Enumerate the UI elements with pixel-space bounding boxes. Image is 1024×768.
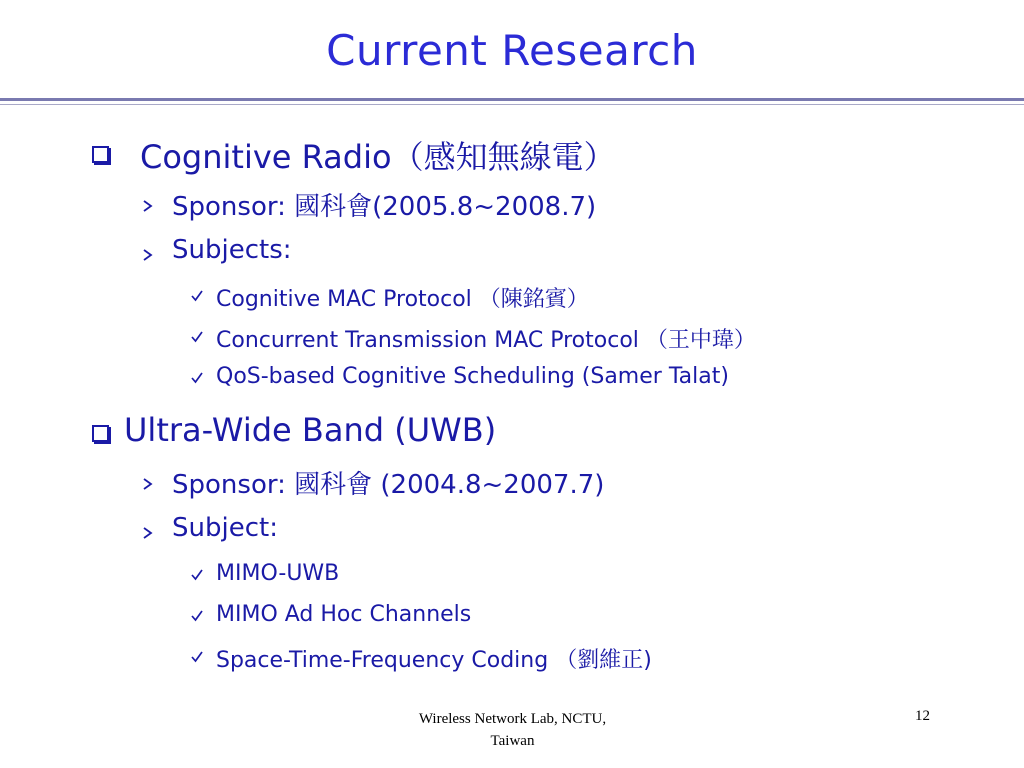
footer	[380, 708, 645, 752]
heading-cjk: （感知無線電）	[391, 138, 616, 176]
section-heading-cognitive-radio	[140, 132, 616, 178]
heading-text: Cognitive Radio	[140, 138, 392, 176]
arrow-bullet-icon	[142, 200, 154, 212]
section-heading-uwb: Ultra-Wide Band (UWB)	[124, 411, 497, 449]
subjects-label: Subjects:	[172, 235, 292, 265]
sponsor-label: Sponsor:	[172, 470, 286, 500]
square-bullet-icon	[92, 146, 109, 163]
item-close-paren: )	[643, 648, 652, 673]
footer-line2: Taiwan	[490, 733, 535, 749]
page-number: 12	[915, 708, 930, 724]
check-bullet-icon	[190, 609, 204, 623]
title-divider-thin	[0, 104, 1024, 105]
sponsor-label: Sponsor:	[172, 192, 286, 222]
check-bullet-icon	[190, 289, 204, 303]
check-bullet-icon	[190, 650, 204, 664]
sponsor-line	[172, 464, 604, 501]
check-bullet-icon	[190, 330, 204, 344]
list-item: MIMO-UWB	[216, 561, 340, 586]
footer-line1: Wireless Network Lab, NCTU,	[418, 711, 607, 727]
sponsor-line	[172, 186, 596, 223]
list-item	[216, 643, 652, 674]
sponsor-dates: (2004.8~2007.7)	[380, 470, 605, 500]
check-bullet-icon	[190, 568, 204, 582]
sponsor-dates: (2005.8~2008.7)	[372, 192, 597, 222]
subjects-label: Subject:	[172, 513, 278, 543]
check-bullet-icon	[190, 371, 204, 385]
square-bullet-icon	[92, 425, 109, 442]
item-cjk: （劉維正	[555, 648, 644, 673]
item-cjk: （陳銘賓）	[478, 287, 589, 312]
item-text: Cognitive MAC Protocol	[216, 287, 472, 312]
list-item	[216, 282, 589, 313]
item-cjk: （王中瑋）	[645, 328, 756, 353]
title-divider-thick	[0, 98, 1024, 101]
item-text: Concurrent Transmission MAC Protocol	[216, 328, 639, 353]
list-item: QoS-based Cognitive Scheduling (Samer Talat)	[216, 364, 729, 389]
item-text: Space-Time-Frequency Coding	[216, 648, 549, 673]
sponsor-org: 國科會	[294, 470, 373, 500]
arrow-bullet-icon	[142, 249, 154, 261]
arrow-bullet-icon	[142, 527, 154, 539]
list-item: MIMO Ad Hoc Channels	[216, 602, 472, 627]
arrow-bullet-icon	[142, 478, 154, 490]
slide-title: Current Research	[326, 26, 698, 75]
sponsor-org: 國科會	[294, 192, 373, 222]
list-item	[216, 323, 756, 354]
